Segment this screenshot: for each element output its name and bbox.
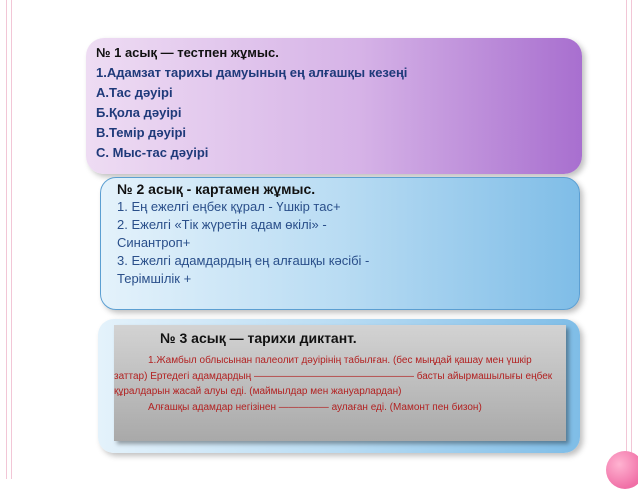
corner-circle-decoration bbox=[606, 451, 638, 489]
answer-option-c: В.Темір дәуірі bbox=[96, 125, 187, 140]
answer-option-a: А.Тас дәуірі bbox=[96, 85, 173, 100]
test-work-box bbox=[86, 38, 582, 174]
answer-option-b: Б.Қола дәуірі bbox=[96, 105, 182, 120]
left-border-decoration bbox=[6, 0, 12, 479]
map-work-item-2: 2. Ежелгі «Тік жүретін адам өкілі» - Синантроп+ bbox=[117, 217, 327, 250]
answer-option-d: С. Мыс-тас дәуірі bbox=[96, 145, 209, 160]
map-work-box bbox=[100, 177, 580, 310]
map-work-item-1: 1. Ең ежелгі еңбек құрал - Үшкір тас+ bbox=[117, 199, 341, 214]
dictation-title: № 3 асық — тарихи диктант. bbox=[160, 330, 357, 346]
dictation-box bbox=[98, 319, 580, 453]
map-work-title: № 2 асық - картамен жұмыс. bbox=[117, 181, 316, 197]
dictation-text bbox=[114, 353, 566, 415]
right-border-decoration bbox=[626, 0, 632, 479]
dictation-paragraph-1: 1.Жамбыл облысынан палеолит дәуірінің табылған. (бес мыңдай қашау мен үшкір заттар) Ертедегі адамдардың ———————————————— басты айырмашылығы еңбек құралдарын жасай алуы еді. (маймылдар мен жануарлардан) bbox=[114, 355, 553, 397]
dictation-paragraph-2: Алғашқы адамдар негізінен ————— аулаған еді. (Мамонт пен бизон) bbox=[148, 401, 482, 413]
test-work-title: № 1 асық — тестпен жұмыс. bbox=[96, 45, 279, 60]
map-work-item-3: 3. Ежелгі адамдардың ең алғашқы кәсібі - Терімшілік + bbox=[117, 253, 370, 286]
test-question: 1.Адамзат тарихы дамуының ең алғашқы кезеңі bbox=[96, 65, 408, 80]
dictation-panel bbox=[114, 325, 566, 441]
